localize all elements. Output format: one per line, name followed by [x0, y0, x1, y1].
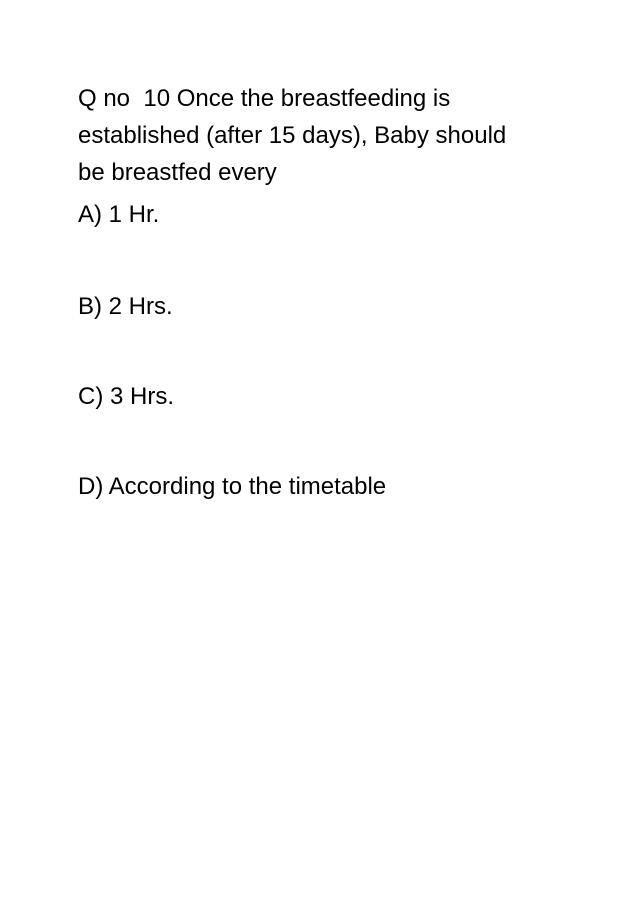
option-a: A) 1 Hr. — [78, 201, 160, 228]
question-text: Q no 10 Once the breastfeeding is established (after 15 days), Baby should be breastfed every — [78, 85, 507, 186]
option-c: C) 3 Hrs. — [78, 383, 174, 410]
option-d: D) According to the timetable — [78, 473, 387, 500]
option-b: B) 2 Hrs. — [78, 293, 173, 320]
